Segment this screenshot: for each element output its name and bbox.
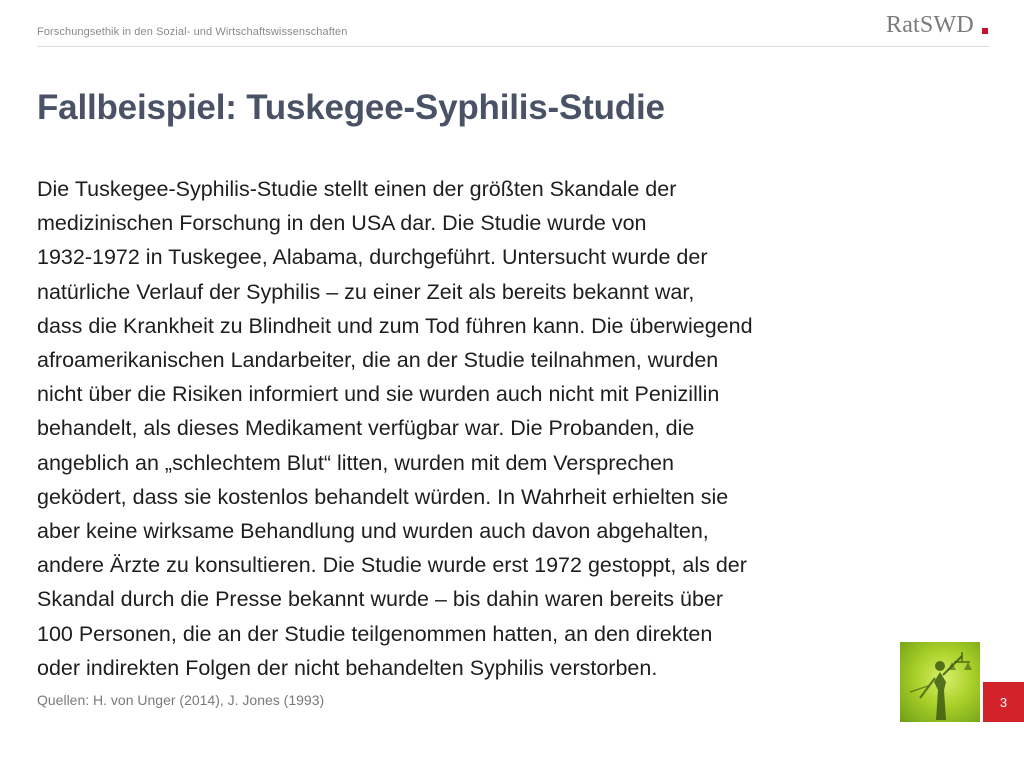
body-line: medizinischen Forschung in den USA dar. Die Studie wurde von	[37, 211, 647, 236]
body-line: dass die Krankheit zu Blindheit und zum Tod führen kann. Die überwiegend	[37, 313, 753, 338]
body-line: afroamerikanischen Landarbeiter, die an der Studie teilnahmen, wurden	[37, 348, 719, 373]
slide-body-text	[37, 172, 927, 685]
justitia-statue-illustration	[900, 642, 980, 722]
body-line: angeblich an „schlechtem Blut“ litten, wurden mit dem Versprechen	[37, 450, 674, 475]
header-divider	[37, 46, 989, 47]
body-line: nicht über die Risiken informiert und sie wurden auch nicht mit Penizillin	[37, 382, 720, 407]
body-line: 100 Personen, die an der Studie teilgenommen hatten, an den direkten	[37, 621, 713, 646]
body-line: Die Tuskegee-Syphilis-Studie stellt einen der größten Skandale der	[37, 177, 677, 201]
body-line: aber keine wirksame Behandlung und wurden auch davon abgehalten,	[37, 519, 709, 544]
slide-title: Fallbeispiel: Tuskegee-Syphilis-Studie	[37, 88, 665, 127]
body-line: geködert, dass sie kostenlos behandelt würden. In Wahrheit erhielten sie	[37, 484, 729, 509]
body-line: 1932-1972 in Tuskegee, Alabama, durchgeführt. Untersucht wurde der	[37, 245, 708, 270]
body-line: oder indirekten Folgen der nicht behandelten Syphilis verstorben.	[37, 655, 658, 680]
body-line: natürliche Verlauf der Syphilis – zu einer Zeit als bereits bekannt war,	[37, 279, 695, 304]
page-number: 3	[983, 682, 1024, 722]
logo-accent-square	[982, 28, 988, 34]
body-line: andere Ärzte zu konsultieren. Die Studie wurde erst 1972 gestoppt, als der	[37, 553, 747, 578]
justitia-statue-icon	[900, 642, 980, 722]
header-subtitle: Forschungsethik in den Sozial- und Wirtschaftswissenschaften	[37, 26, 348, 38]
ratswd-logo: RatSWD	[886, 12, 974, 38]
body-line: Skandal durch die Presse bekannt wurde – bis dahin waren bereits über	[37, 587, 724, 612]
sources-note: Quellen: H. von Unger (2014), J. Jones (1993)	[37, 692, 325, 708]
body-line: behandelt, als dieses Medikament verfügbar war. Die Probanden, die	[37, 416, 695, 441]
